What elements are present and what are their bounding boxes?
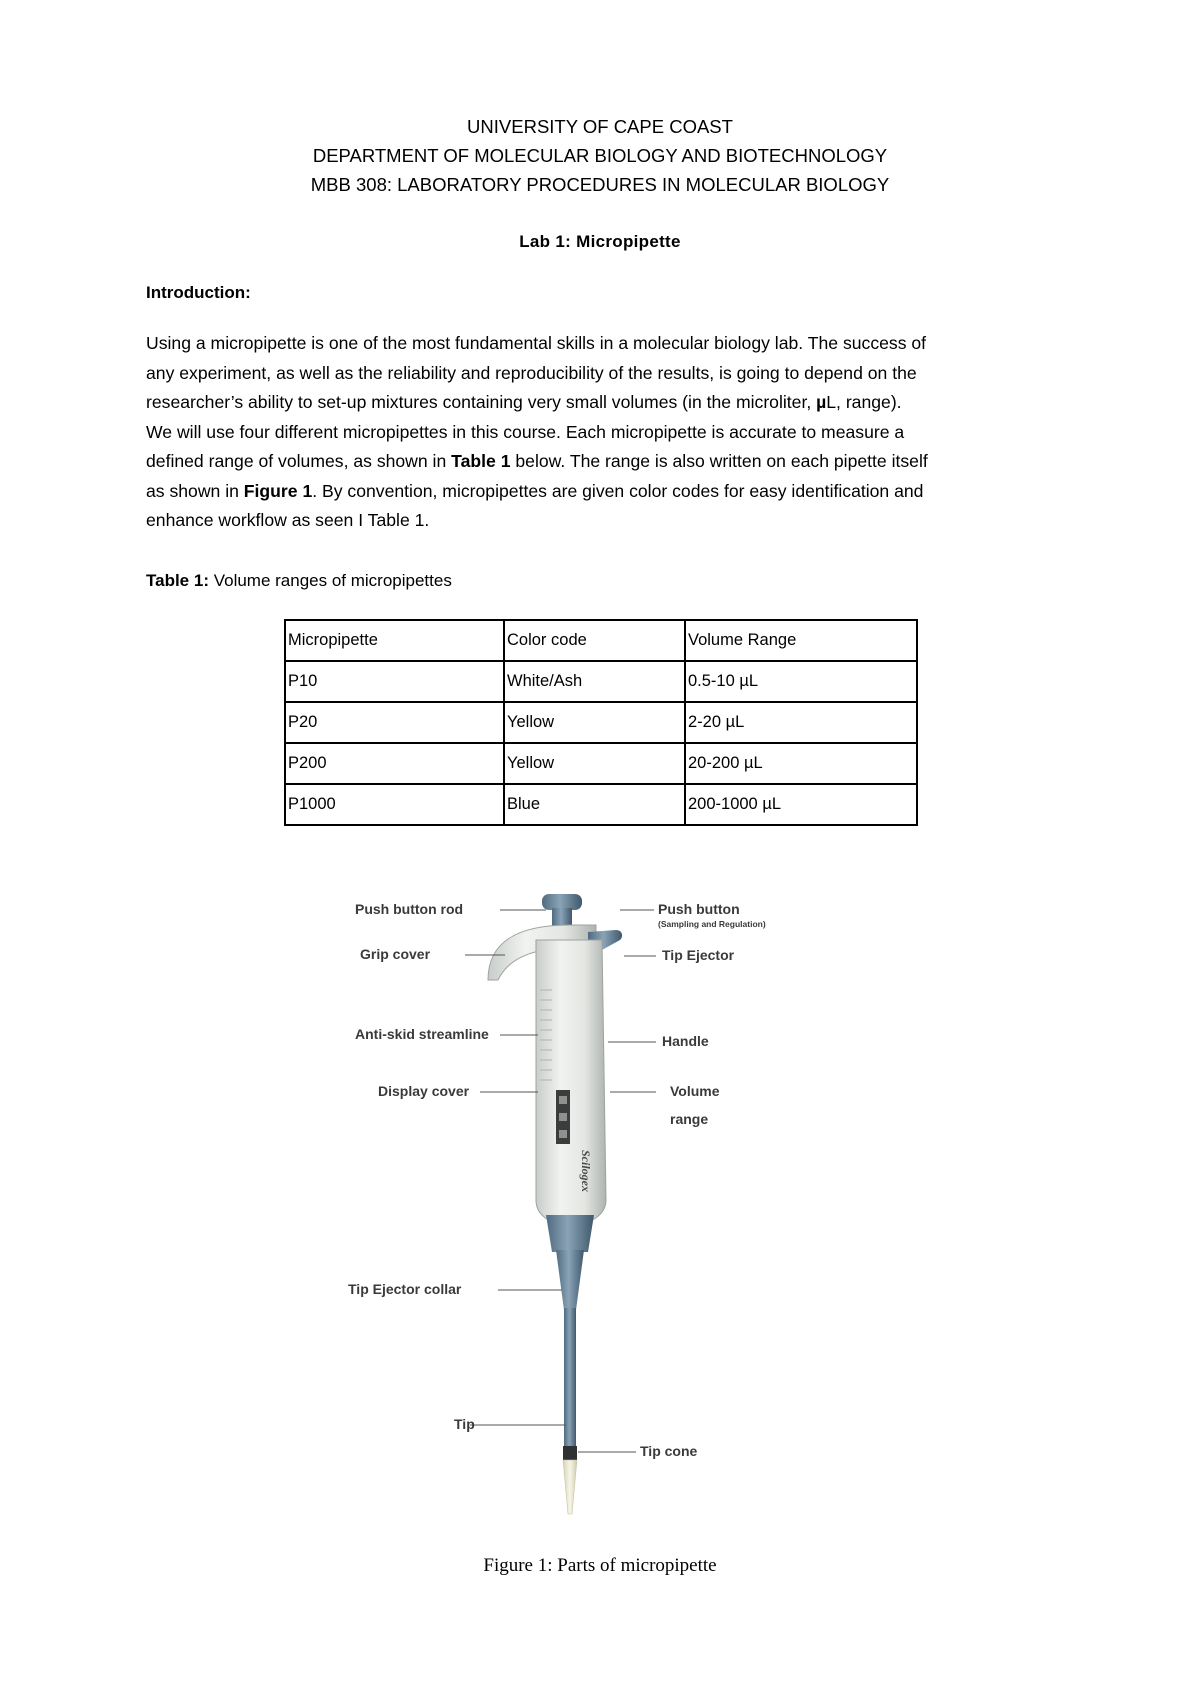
course-title: MBB 308: LABORATORY PROCEDURES IN MOLECULAR BIOLOGY bbox=[310, 174, 890, 195]
department-name: DEPARTMENT OF MOLECULAR BIOLOGY AND BIOTECHNOLOGY bbox=[312, 145, 888, 166]
table-cell: 0.5-10 µL bbox=[685, 661, 917, 702]
tip-shape bbox=[563, 1460, 577, 1514]
brand-logo: Scilogex bbox=[579, 1150, 593, 1192]
document-header bbox=[0, 112, 1200, 199]
display-digit bbox=[559, 1113, 567, 1121]
table-cell: 20-200 µL bbox=[685, 743, 917, 784]
table-cell: Blue bbox=[504, 784, 685, 825]
label-tip-ejector-collar: Tip Ejector collar bbox=[348, 1281, 462, 1297]
tip-cone-shape bbox=[563, 1446, 577, 1460]
intro-line: any experiment, as well as the reliability and reproducibility of the results, is going to depend on the bbox=[146, 362, 917, 383]
table-header-cell: Micropipette bbox=[285, 620, 504, 661]
label-volume: Volume bbox=[670, 1083, 720, 1099]
display-digit bbox=[559, 1130, 567, 1138]
volume-range-table bbox=[284, 619, 918, 826]
university-name: UNIVERSITY OF CAPE COAST bbox=[467, 116, 733, 137]
intro-paragraph bbox=[146, 329, 1066, 536]
label-anti-skid-streamline: Anti-skid streamline bbox=[355, 1026, 489, 1042]
table-caption: Table 1: Volume ranges of micropipettes bbox=[146, 571, 452, 590]
handle-shape bbox=[536, 940, 606, 1225]
micropipette-illustration bbox=[348, 880, 850, 1530]
intro-line: defined range of volumes, as shown in Table 1 below. The range is also written on each pipette itself bbox=[146, 451, 928, 471]
table-row bbox=[285, 702, 917, 743]
push-button-cap bbox=[542, 894, 582, 910]
table-cell: P20 bbox=[285, 702, 504, 743]
label-tip: Tip bbox=[454, 1416, 475, 1432]
table-cell: 2-20 µL bbox=[685, 702, 917, 743]
micropipette-figure bbox=[348, 880, 850, 1530]
lab-title: Lab 1: Micropipette bbox=[519, 232, 681, 251]
table-cell: 200-1000 µL bbox=[685, 784, 917, 825]
table-header-cell: Volume Range bbox=[685, 620, 917, 661]
label-tip-cone: Tip cone bbox=[640, 1443, 698, 1459]
table-cell: P10 bbox=[285, 661, 504, 702]
label-grip-cover: Grip cover bbox=[360, 946, 431, 962]
label-push-button-rod: Push button rod bbox=[355, 901, 464, 917]
tip-ejector-collar-shape bbox=[546, 1215, 594, 1252]
intro-line: enhance workflow as seen I Table 1. bbox=[146, 510, 430, 530]
table-cell: Yellow bbox=[504, 702, 685, 743]
table-row bbox=[285, 743, 917, 784]
label-handle: Handle bbox=[662, 1033, 709, 1049]
intro-heading: Introduction: bbox=[146, 283, 251, 302]
shaft-shape bbox=[556, 1250, 584, 1310]
ejector-rod bbox=[564, 1308, 576, 1448]
table-cell: P1000 bbox=[285, 784, 504, 825]
intro-line: Using a micropipette is one of the most fundamental skills in a molecular biology lab. The success of bbox=[146, 333, 927, 353]
display-digit bbox=[559, 1096, 567, 1104]
table-header-row bbox=[285, 620, 917, 661]
table-cell: White/Ash bbox=[504, 661, 685, 702]
label-display-cover: Display cover bbox=[378, 1083, 470, 1099]
figure-caption: Figure 1: Parts of micropipette bbox=[483, 1555, 717, 1576]
label-push-button-sub: (Sampling and Regulation) bbox=[658, 919, 766, 929]
table-row bbox=[285, 661, 917, 702]
table-row bbox=[285, 784, 917, 825]
label-push-button: Push button bbox=[658, 901, 740, 917]
intro-line: We will use four different micropipettes in this course. Each micropipette is accurate to measure a bbox=[146, 421, 905, 442]
table-header-cell: Color code bbox=[504, 620, 685, 661]
label-tip-ejector: Tip Ejector bbox=[662, 947, 735, 963]
intro-line: as shown in Figure 1. By convention, micropipettes are given color codes for easy identification and bbox=[146, 480, 924, 501]
table-cell: P200 bbox=[285, 743, 504, 784]
table-cell: Yellow bbox=[504, 743, 685, 784]
label-range: range bbox=[670, 1111, 709, 1127]
intro-line: researcher’s ability to set-up mixtures containing very small volumes (in the microliter, µL, range). bbox=[146, 392, 902, 412]
